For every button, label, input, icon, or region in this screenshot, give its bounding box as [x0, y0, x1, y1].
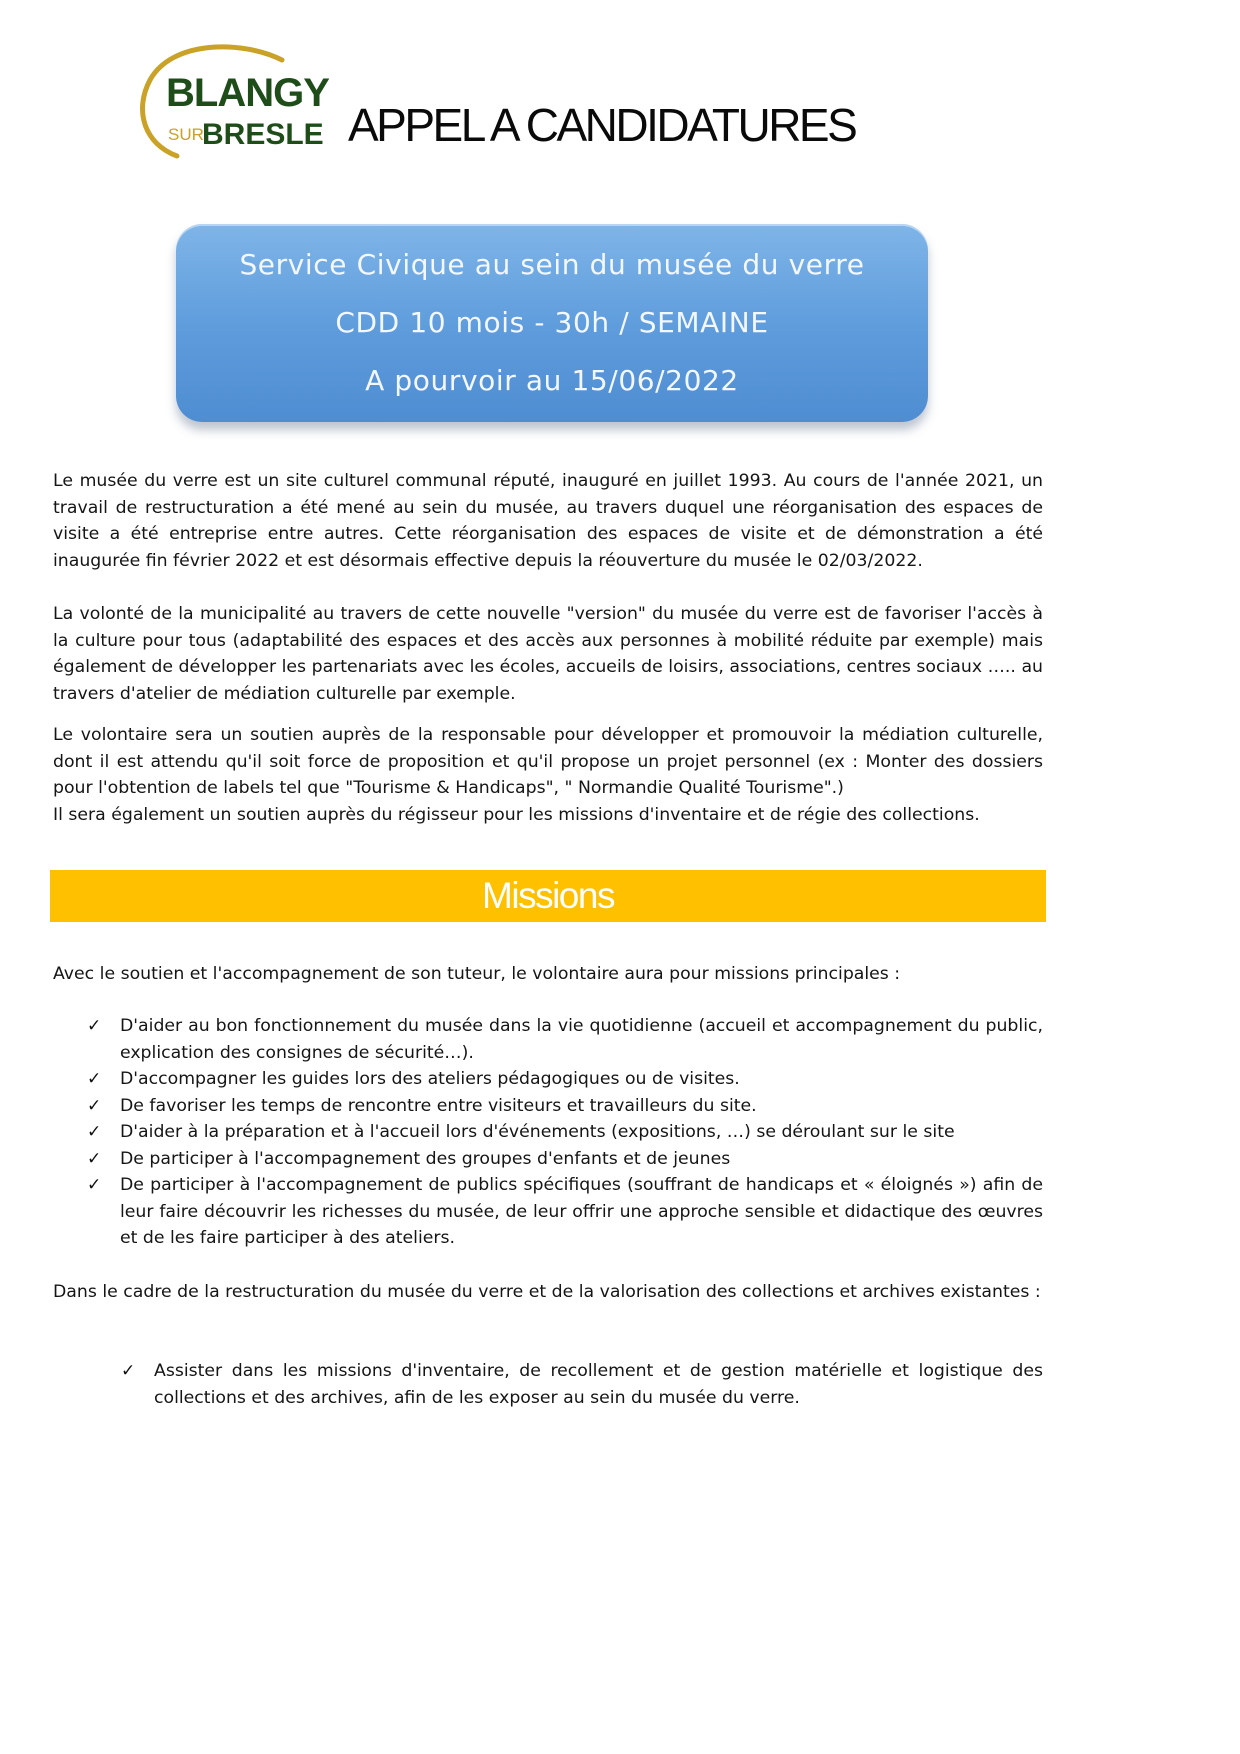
mission-text: De favoriser les temps de rencontre entre visiteurs et travailleurs du site.: [120, 1095, 757, 1116]
list-item: [53, 1066, 1043, 1093]
mission-text: Assister dans les missions d'inventaire, de recollement et de gestion matérielle et logistique des collections et des archives, afin de les exposer au sein du musée du verre.: [154, 1361, 1043, 1408]
mission-text: D'aider au bon fonctionnement du musée dans la vie quotidienne (accueil et accompagnement du public, explication des consignes de sécurité…).: [120, 1016, 1043, 1063]
checkmark-icon: ✓: [87, 1095, 102, 1116]
missions-intro: Avec le soutien et l'accompagnement de son tuteur, le volontaire aura pour missions principales :: [53, 964, 901, 984]
list-item: [53, 1119, 1043, 1146]
intro-paragraph-3: Le volontaire sera un soutien auprès de la responsable pour développer et promouvoir la médiation culturelle, dont il est attendu qu'il soit force de proposition et qu'il propose un projet personnel (ex : Monter des dossiers pour l'obtention de labels tel que "Tourisme & Handicaps", " Normandie Qualité Tourisme".): [53, 725, 1043, 798]
missions-section-bar: [50, 870, 1046, 922]
logo-bresle: BRESLE: [202, 118, 324, 151]
missions-heading: Missions: [482, 875, 614, 916]
list-item: [53, 1358, 1043, 1411]
mission-text: D'accompagner les guides lors des ateliers pédagogiques ou de visites.: [120, 1069, 740, 1089]
intro-paragraph-2: La volonté de la municipalité au travers de cette nouvelle "version" du musée du verre est de favoriser l'accès à la culture pour tous (adaptabilité des espaces et des accès aux personnes à mobilité réduite par exemple) mais également de développer les partenariats avec les écoles, accueils de loisirs, associations, centres sociaux ….. au travers d'atelier de médiation culturelle par exemple.: [53, 604, 1043, 704]
missions-list: [53, 1013, 1043, 1252]
logo-sur: SUR: [168, 125, 204, 144]
checkmark-icon: ✓: [87, 1175, 102, 1195]
logo-blangy: BLANGY: [166, 71, 329, 115]
checkmark-icon: ✓: [121, 1361, 136, 1381]
list-item: [53, 1146, 1043, 1173]
mission-text: De participer à l'accompagnement des groupes d'enfants et de jeunes: [120, 1148, 731, 1169]
list-item: [53, 1013, 1043, 1066]
banner-start-date: A pourvoir au 15/06/2022: [365, 364, 739, 397]
intro-paragraph-4: Il sera également un soutien auprès du régisseur pour les missions d'inventaire et de régie des collections.: [53, 805, 980, 825]
page-title: APPEL A CANDIDATURES: [348, 99, 856, 151]
checkmark-icon: ✓: [87, 1122, 102, 1142]
blangy-sur-bresle-logo: [132, 40, 329, 164]
archives-missions-list: [53, 1358, 1043, 1411]
checkmark-icon: ✓: [87, 1069, 102, 1089]
banner-position: Service Civique au sein du musée du verre: [239, 248, 865, 281]
missions-context: Dans le cadre de la restructuration du musée du verre et de la valorisation des collections et archives existantes :: [53, 1282, 1041, 1302]
list-item: [53, 1093, 1043, 1120]
mission-text: De participer à l'accompagnement de publics spécifiques (souffrant de handicaps et « éloignés ») afin de leur faire découvrir les richesses du musée, de leur offrir une approche sensible et didactique des œuvres et de les faire participer à des ateliers.: [120, 1175, 1043, 1248]
mission-text: D'aider à la préparation et à l'accueil lors d'événements (expositions, …) se déroulant sur le site: [120, 1122, 955, 1142]
banner-contract: CDD 10 mois - 30h / SEMAINE: [335, 306, 769, 339]
list-item: [53, 1172, 1043, 1252]
job-summary-banner: [176, 224, 928, 422]
intro-paragraph-1: Le musée du verre est un site culturel communal réputé, inauguré en juillet 1993. Au cours de l'année 2021, un travail de restructuration a été mené au sein du musée, au travers duquel une réorganisation des espaces de visite a été entreprise entre autres. Cette réorganisation des espaces de visite et de démonstration a été inaugurée fin février 2022 et est désormais effective depuis la réouverture du musée le 02/03/2022.: [53, 471, 1043, 571]
checkmark-icon: ✓: [87, 1148, 102, 1169]
checkmark-icon: ✓: [87, 1016, 102, 1036]
